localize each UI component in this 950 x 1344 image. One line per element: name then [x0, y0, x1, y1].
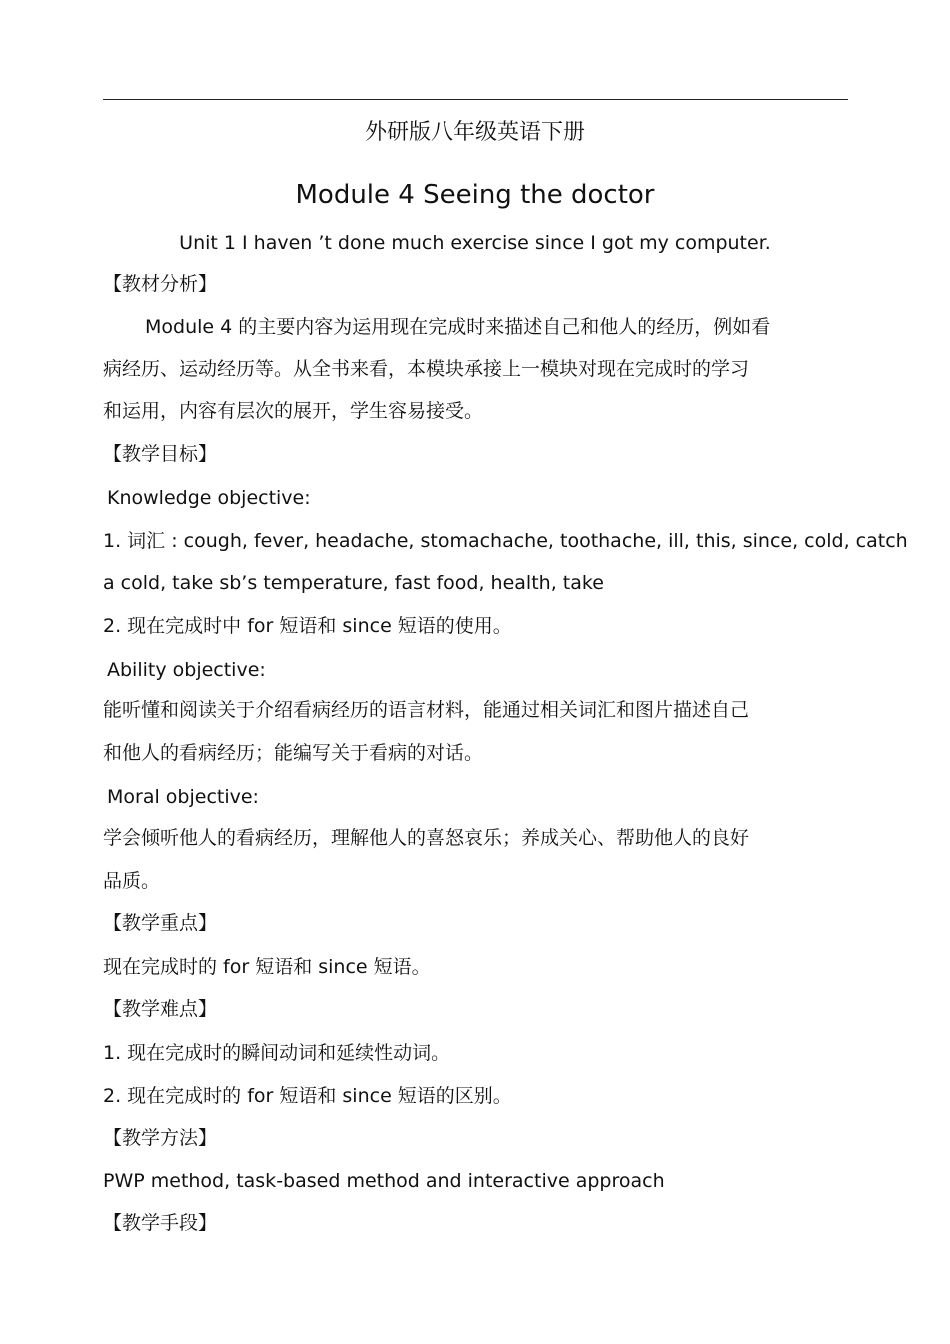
paragraph-line: 能听懂和阅读关于介绍看病经历的语言材料，能通过相关词汇和图片描述自己 [103, 699, 750, 721]
section-heading-analysis: 【教材分析】 [103, 273, 218, 295]
unit-title: Unit 1 I haven ’t done much exercise since I got my computer. [179, 232, 771, 254]
paragraph-line: Module 4 的主要内容为运用现在完成时来描述自己和他人的经历，例如看 [145, 316, 771, 338]
list-item: 1. 词汇 : cough, fever, headache, stomachache, toothache, ill, this, since, cold, catch [103, 530, 908, 552]
section-heading-difficult: 【教学难点】 [103, 998, 218, 1020]
moral-objective-label: Moral objective: [107, 786, 259, 808]
paragraph-line: 和运用，内容有层次的展开，学生容易接受。 [103, 400, 484, 422]
section-heading-means: 【教学手段】 [103, 1212, 218, 1234]
list-item: 2. 现在完成时中 for 短语和 since 短语的使用。 [103, 615, 512, 637]
book-title: 外研版八年级英语下册 [364, 120, 585, 145]
ability-objective-label: Ability objective: [107, 659, 266, 681]
paragraph-line: 现在完成时的 for 短语和 since 短语。 [103, 956, 431, 978]
paragraph-line: 和他人的看病经历；能编写关于看病的对话。 [103, 742, 484, 764]
module-title: Module 4 Seeing the doctor [295, 180, 655, 210]
paragraph-line: PWP method, task-based method and interactive approach [103, 1170, 665, 1192]
header-rule [103, 99, 848, 100]
list-item: 2. 现在完成时的 for 短语和 since 短语的区别。 [103, 1085, 512, 1107]
section-heading-method: 【教学方法】 [103, 1127, 218, 1149]
paragraph-line: 病经历、运动经历等。从全书来看，本模块承接上一模块对现在完成时的学习 [103, 358, 750, 380]
section-heading-key: 【教学重点】 [103, 912, 218, 934]
list-item: 1. 现在完成时的瞬间动词和延续性动词。 [103, 1042, 451, 1064]
knowledge-objective-label: Knowledge objective: [107, 487, 311, 509]
section-heading-goals: 【教学目标】 [103, 443, 218, 465]
list-item-continued: a cold, take sb’s temperature, fast food, health, take [103, 572, 604, 594]
paragraph-line: 学会倾听他人的看病经历，理解他人的喜怒哀乐；养成关心、帮助他人的良好 [103, 827, 750, 849]
paragraph-line: 品质。 [103, 870, 161, 892]
